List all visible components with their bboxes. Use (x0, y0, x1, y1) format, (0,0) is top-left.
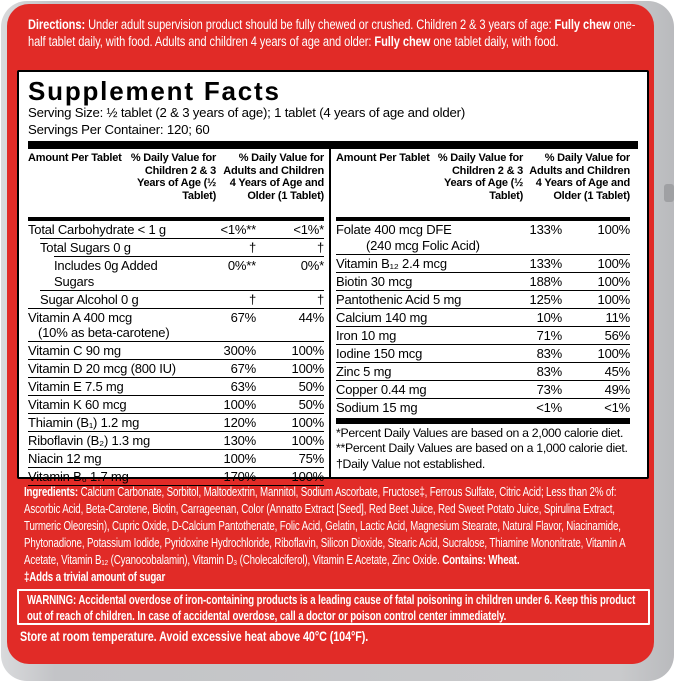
directions-body-2: one-half tablet daily, with food. Adults and children 4 years of age and older: (28, 17, 636, 49)
warning-label: WARNING: (27, 592, 79, 607)
nutrient-row-iodine: Iodine 150 mcg 83% 100% (336, 345, 630, 361)
header-dv-children: % Daily Value for Children 2 & 3 Years of Age (½ Tablet) (437, 152, 524, 202)
nutrient-row-riboflavin: Riboflavin (B₂) 1.3 mg 130% 100% (28, 433, 324, 448)
nutrient-row-vitamin-b6: Vitamin B₆ 1.7 mg 170% 100% (28, 469, 324, 484)
ingredients-section (24, 483, 641, 585)
footnote-1000-calorie: **Percent Daily Values are based on a 1,000 calorie diet. (336, 441, 628, 455)
nutrient-row-vitamin-k: Vitamin K 60 mcg 100% 50% (28, 397, 324, 412)
column-header-left (28, 149, 324, 221)
directions-bold-2: Fully chew (374, 33, 431, 49)
nutrient-row-pantothenic-acid: Pantothenic Acid 5 mg 125% 100% (336, 291, 630, 307)
header-dv-children: % Daily Value for Children 2 & 3 Years of Age (½ Tablet) (130, 152, 217, 202)
nutrient-row-zinc: Zinc 5 mg 83% 45% (336, 363, 630, 379)
footnote-2000-calorie: *Percent Daily Values are based on a 2,000 calorie diet. (336, 425, 624, 440)
facts-column-left (28, 149, 329, 484)
nutrient-row-added-sugars: Includes 0g Added Sugars 0%** 0%* (54, 258, 324, 289)
directions-label: Directions: (28, 17, 89, 32)
nutrient-row-calcium: Calcium 140 mg 10% 11% (336, 309, 630, 325)
footnote-divider-bar (336, 418, 630, 424)
facts-column-right (331, 149, 630, 477)
sugar-footnote: ‡Adds a trivial amount of sugar (24, 569, 166, 584)
nutrient-row-sodium: Sodium 15 mg <1% <1% (336, 399, 630, 415)
directions-text (28, 17, 643, 50)
serving-size: Serving Size: ½ tablet (2 & 3 years of age); 1 tablet (4 years of age and older) (28, 105, 466, 120)
nutrient-row-vitamin-d: Vitamin D 20 mcg (800 IU) 67% 100% (28, 361, 324, 376)
supplement-facts-panel (17, 70, 649, 484)
nutrient-row-niacin: Niacin 12 mg 100% 75% (28, 451, 324, 466)
label-edge-notch (664, 184, 674, 202)
nutrient-row-total-sugars: Total Sugars 0 g † † (40, 240, 324, 255)
nutrient-row-thiamin: Thiamin (B₁) 1.2 mg 120% 100% (28, 415, 324, 430)
directions-body-1: Under adult supervision product should be fully chewed or crushed. Children 2 & 3 years of age: (88, 17, 555, 32)
supplement-facts-title: Supplement Facts (28, 76, 281, 106)
header-dv-adults: % Daily Value for Adults and Children 4 Years of Age and Older (1 Tablet) (223, 152, 324, 202)
nutrient-row-iron: Iron 10 mg 71% 56% (336, 327, 630, 343)
nutrient-row-biotin: Biotin 30 mcg 188% 100% (336, 273, 630, 289)
nutrient-row-total-carbohydrate: Total Carbohydrate < 1 g <1%** <1%* (28, 222, 324, 237)
warning-body: Accidental overdose of iron-containing products is a leading cause of fatal poisoning in children under 6. Keep this product out of reach of children. In case of accidental overdose, call a doctor or poison control center immediately. (27, 592, 636, 623)
divider-thick-bar (28, 141, 638, 149)
nutrient-row-vitamin-e: Vitamin E 7.5 mg 63% 50% (28, 379, 324, 394)
nutrient-row-sugar-alcohol: Sugar Alcohol 0 g † † (40, 291, 324, 307)
header-dv-adults: % Daily Value for Adults and Children 4 Years of Age and Older (1 Tablet) (529, 152, 630, 202)
nutrient-row-copper: Copper 0.44 mg 73% 49% (336, 381, 630, 397)
warning-box (17, 589, 650, 625)
header-amount-per-tablet: Amount Per Tablet (28, 152, 122, 164)
servings-per-container: Servings Per Container: 120; 60 (28, 121, 210, 137)
directions-body-3: one tablet daily, with food. (430, 33, 559, 49)
facts-columns (28, 149, 638, 484)
directions-bold-1: Fully chew (554, 17, 611, 32)
column-header-right (336, 149, 630, 221)
warning-text (27, 592, 646, 624)
ingredients-list: Calcium Carbonate, Sorbitol, Maltodextrin, Mannitol, Sodium Ascorbate, Fructose‡, Ferrous Sulfate, Citric Acid; Less than 2% of: Ascorbic Acid, Beta-Carotene, Biotin, Carrageenan, Color (Annatto Extract [Seed], Red Beet Juice, Red Sweet Potato Juice, Spirulina Extract, Turmeric Oleoresin), Cupric Oxide, D-Calcium Pantothenate, Folic Acid, Gelatin, Lactic Acid, Magnesium Stearate, Natural Flavor, Niacinamide, Phytonadione, Potassium Iodide, Pyridoxine Hydrochloride, Riboflavin, Silicon Dioxide, Stearic Acid, Sucralose, Thiamine Mononitrate, Vitamin A Acetate, Vitamin B₁₂ (Cyanocobalamin), Vitamin D₃ (Cholecalciferol), Vitamin E Acetate, Zinc Oxide. (24, 484, 625, 567)
footnote-dv-not-established: †Daily Value not established. (336, 456, 485, 471)
header-amount-per-tablet: Amount Per Tablet (336, 152, 430, 164)
nutrient-row-vitamin-a: Vitamin A 400 mcg (10% as beta-carotene) 67% 44% (28, 309, 324, 340)
ingredients-label: Ingredients: (24, 484, 81, 499)
storage-instructions: Store at room temperature. Avoid excessive heat above 40°C (104°F). (20, 629, 369, 644)
nutrient-row-folate: Folate 400 mcg DFE (240 mcg Folic Acid) 133% 100% (336, 222, 630, 253)
ingredients-text (24, 483, 641, 568)
contains-statement: Contains: Wheat. (442, 552, 520, 567)
nutrient-row-vitamin-c: Vitamin C 90 mg 300% 100% (28, 343, 324, 358)
nutrient-row-vitamin-b12: Vitamin B₁₂ 2.4 mcg 133% 100% (336, 255, 630, 271)
